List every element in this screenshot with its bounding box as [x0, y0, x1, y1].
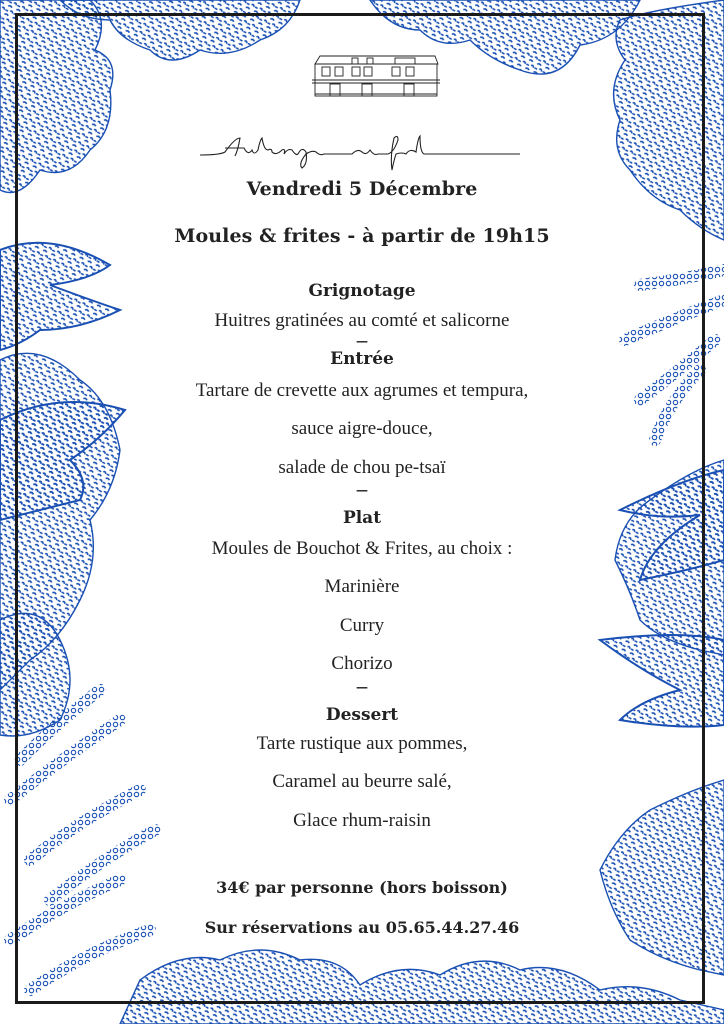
menu-item: Huitres gratinées au comté et salicorne: [214, 310, 510, 331]
building-sketch-logo: [300, 52, 460, 102]
menu-item: Marinière: [324, 576, 400, 597]
section-heading-plat: Plat: [342, 508, 382, 528]
restaurant-signature: [180, 130, 540, 180]
section-heading-entree: Entrée: [330, 349, 394, 369]
reservation-phone: Sur réservations au 05.65.44.27.46: [204, 918, 520, 937]
menu-item: salade de chou pe-tsaï: [278, 457, 446, 478]
price-info: 34€ par personne (hors boisson): [216, 878, 508, 897]
section-heading-grignotage: Grignotage: [308, 281, 416, 301]
section-separator: —: [356, 334, 368, 348]
menu-item: Glace rhum-raisin: [293, 810, 431, 831]
section-separator: —: [356, 483, 368, 497]
menu-item: sauce aigre-douce,: [291, 418, 433, 439]
section-separator: —: [356, 680, 368, 694]
event-date: Vendredi 5 Décembre: [246, 178, 478, 200]
menu-item: Curry: [339, 615, 385, 636]
event-theme: Moules & frites - à partir de 19h15: [174, 225, 550, 247]
section-heading-dessert: Dessert: [325, 705, 399, 725]
menu-item: Chorizo: [331, 653, 393, 674]
menu-item: Moules de Bouchot & Frites, au choix :: [211, 538, 513, 559]
menu-item: Caramel au beurre salé,: [272, 771, 452, 792]
menu-item: Tartare de crevette aux agrumes et tempura,: [195, 380, 529, 401]
menu-item: Tarte rustique aux pommes,: [256, 733, 468, 754]
